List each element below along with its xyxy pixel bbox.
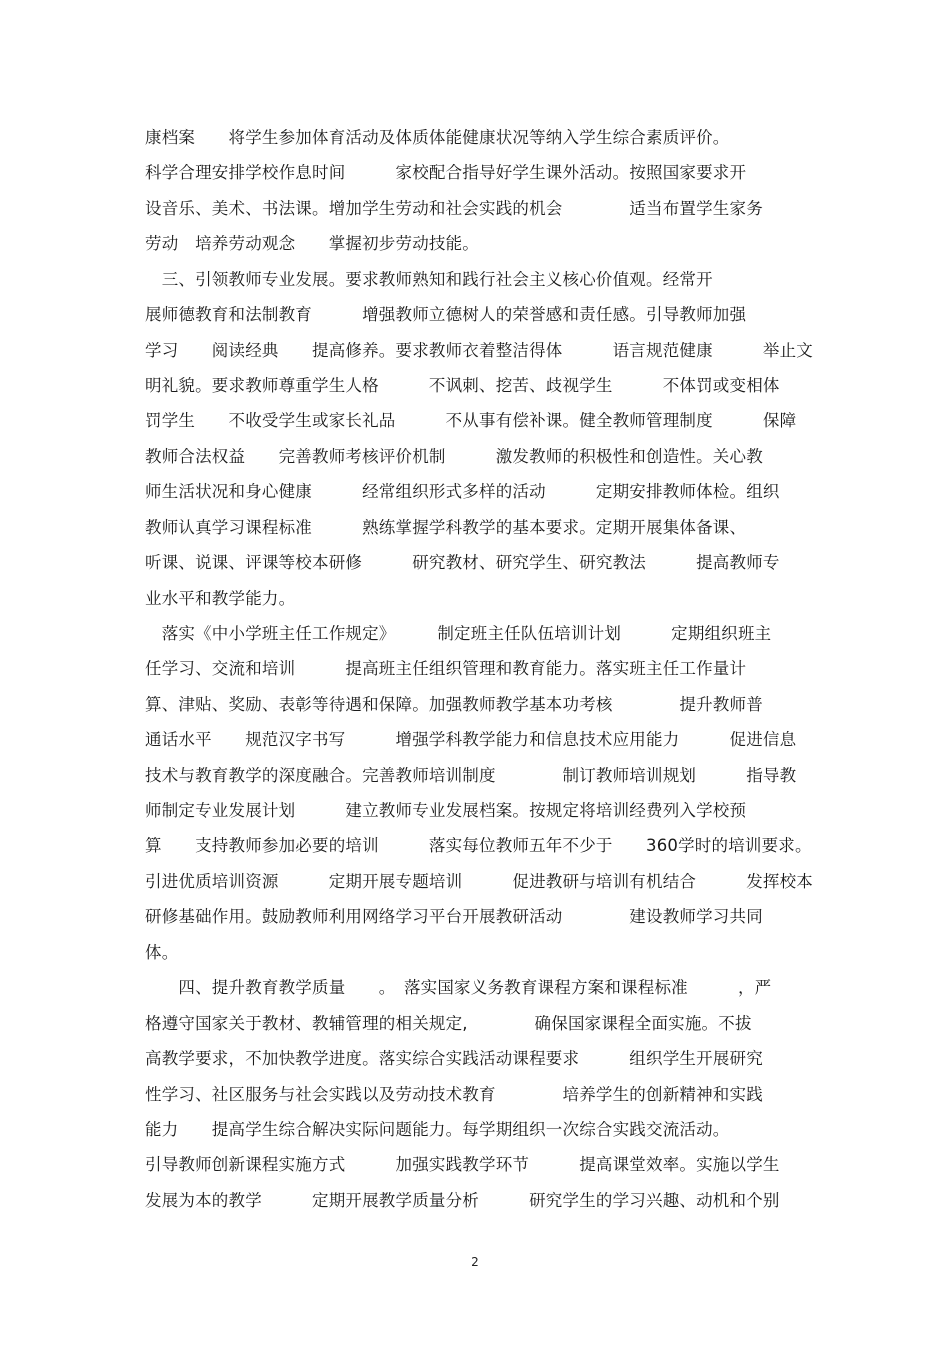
text-line: 体。 xyxy=(145,943,179,962)
text-line: 性学习、社区服务与社会实践以及劳动技术教育 培养学生的创新精神和实践 xyxy=(145,1085,763,1104)
text-line: 任学习、交流和培训 提高班主任组织管理和教育能力。落实班主任工作量计 xyxy=(145,659,747,678)
text-line: 劳动 培养劳动观念 掌握初步劳动技能。 xyxy=(145,234,479,253)
text-line: 设音乐、美术、书法课。增加学生劳动和社会实践的机会 适当布置学生家务 xyxy=(145,199,763,218)
page-number: 2 xyxy=(471,1255,479,1269)
text-line: 学习 阅读经典 提高修养。要求教师衣着整洁得体 语言规范健康 举止文 xyxy=(145,341,813,360)
text-line: 能力 提高学生综合解决实际问题能力。每学期组织一次综合实践交流活动。 xyxy=(145,1120,730,1139)
text-line: 三、引领教师专业发展。要求教师熟知和践行社会主义核心价值观。经常开 xyxy=(145,270,713,289)
text-line: 落实《中小学班主任工作规定》 制定班主任队伍培训计划 定期组织班主 xyxy=(145,624,772,643)
text-line: 教师合法权益 完善教师考核评价机制 激发教师的积极性和创造性。关心教 xyxy=(145,447,763,466)
text-line: 康档案 将学生参加体育活动及体质体能健康状况等纳入学生综合素质评价。 xyxy=(145,128,730,147)
text-line: 引导教师创新课程实施方式 加强实践教学环节 提高课堂效率。实施以学生 xyxy=(145,1155,780,1174)
text-line: 业水平和教学能力。 xyxy=(145,589,296,608)
text-line: 技术与教育教学的深度融合。完善教师培训制度 制订教师培训规划 指导教 xyxy=(145,766,797,785)
text-line: 听课、说课、评课等校本研修 研究教材、研究学生、研究教法 提高教师专 xyxy=(145,553,780,572)
text-line: 罚学生 不收受学生或家长礼品 不从事有偿补课。健全教师管理制度 保障 xyxy=(145,411,797,430)
text-line: 发展为本的教学 定期开展教学质量分析 研究学生的学习兴趣、动机和个别 xyxy=(145,1191,780,1210)
text-line: 算 支持教师参加必要的培训 落实每位教师五年不少于 360学时的培训要求。 xyxy=(145,836,812,855)
text-line: 引进优质培训资源 定期开展专题培训 促进教研与培训有机结合 发挥校本 xyxy=(145,872,813,891)
text-line: 科学合理安排学校作息时间 家校配合指导好学生课外活动。按照国家要求开 xyxy=(145,163,747,182)
text-line: 师生活状况和身心健康 经常组织形式多样的活动 定期安排教师体检。组织 xyxy=(145,482,780,501)
text-line: 格遵守国家关于教材、教辅管理的相关规定, 确保国家课程全面实施。不拔 xyxy=(145,1014,752,1033)
text-line: 通话水平 规范汉字书写 增强学科教学能力和信息技术应用能力 促进信息 xyxy=(145,730,797,749)
text-line: 高教学要求，不加快教学进度。落实综合实践活动课程要求 组织学生开展研究 xyxy=(145,1049,763,1068)
text-line: 明礼貌。要求教师尊重学生人格 不讽刺、挖苦、歧视学生 不体罚或变相体 xyxy=(145,376,780,395)
text-line: 展师德教育和法制教育 增强教师立德树人的荣誉感和责任感。引导教师加强 xyxy=(145,305,747,324)
text-line: 研修基础作用。鼓励教师利用网络学习平台开展教研活动 建设教师学习共同 xyxy=(145,907,763,926)
text-line: 四、提升教育教学质量 。 落实国家义务教育课程方案和课程标准 ，严 xyxy=(145,978,772,997)
text-line: 教师认真学习课程标准 熟练掌握学科教学的基本要求。定期开展集体备课、 xyxy=(145,518,747,537)
text-line: 师制定专业发展计划 建立教师专业发展档案。按规定将培训经费列入学校预 xyxy=(145,801,747,820)
text-line: 算、津贴、奖励、表彰等待遇和保障。加强教师教学基本功考核 提升教师普 xyxy=(145,695,763,714)
